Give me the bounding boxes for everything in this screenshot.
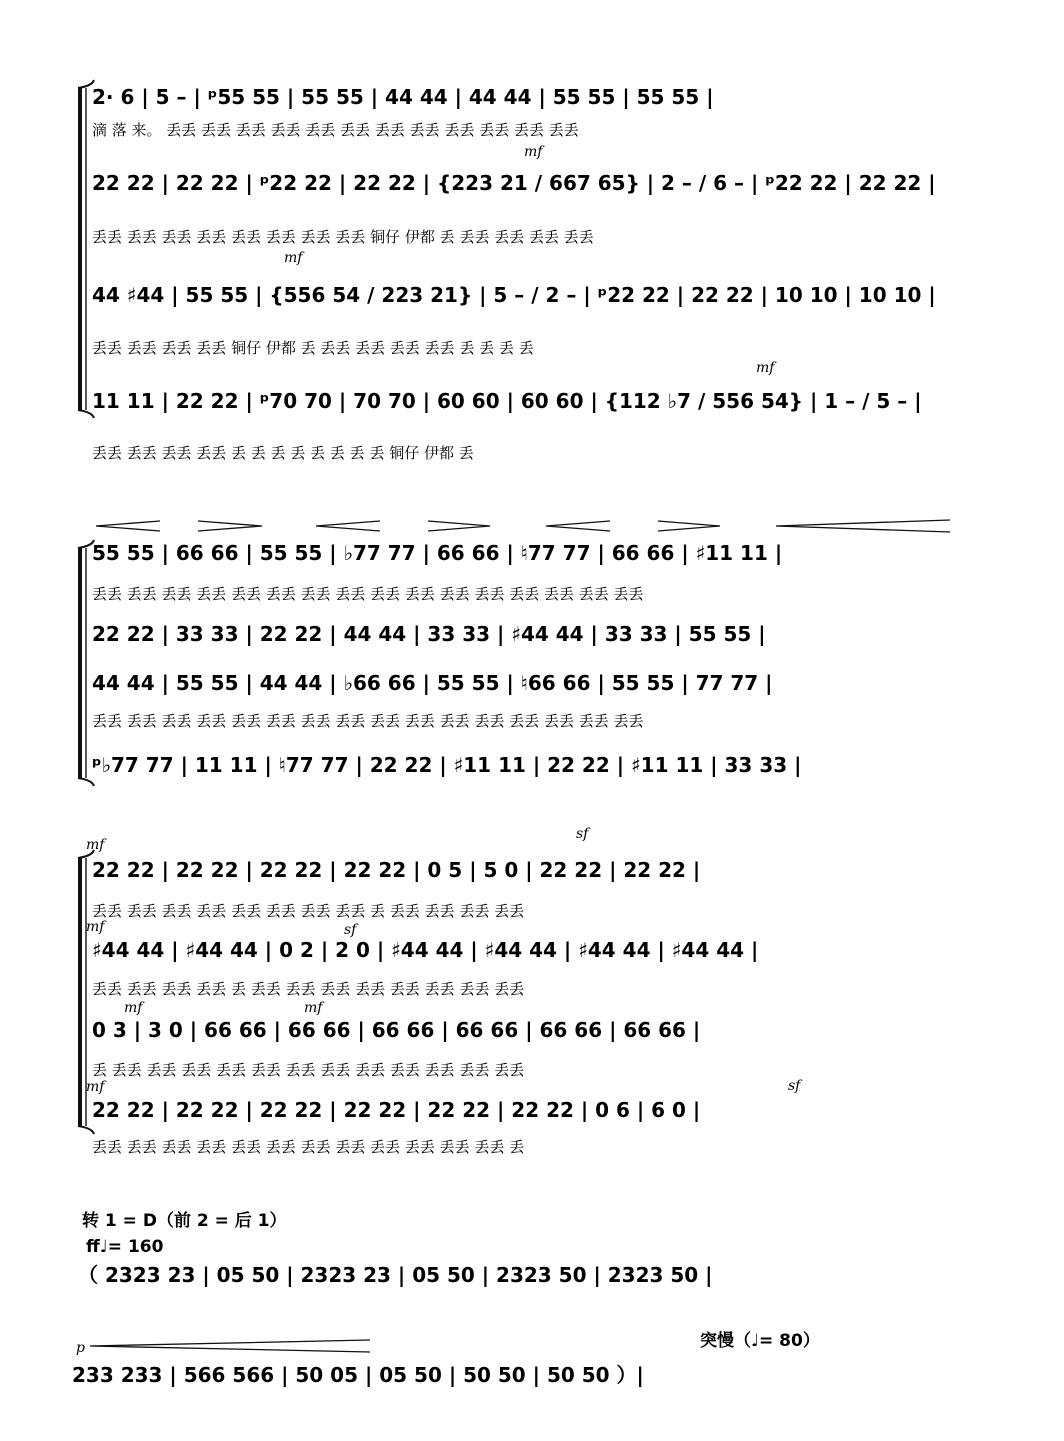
s3-staff-4-notes: 22 22 | 22 22 | 22 22 | 22 22 | 22 22 | 22 22 | 0 6 | 6 0 | (92, 1098, 701, 1122)
system-1 (92, 85, 936, 462)
system-2 (92, 541, 801, 777)
s3-staff-1-lyrics: 丢丢 丢丢 丢丢 丢丢 丢丢 丢丢 丢丢 丢丢 丢 丢丢 丢丢 丢丢 丢丢 (92, 902, 525, 920)
s1-staff-3-notes: 44 ♯44 | 55 55 | {556 54 / 223 21} | 5 – / 2 – | ᵖ22 22 | 22 22 | 10 10 | 10 10 | (92, 283, 936, 307)
dynamic-mf: mf (284, 250, 303, 266)
s2-staff-1-notes: 55 55 | 66 66 | 55 55 | ♭77 77 | 66 66 | ♮77 77 | 66 66 | ♯11 11 | (92, 541, 783, 565)
slow-tempo-marking: 突慢（♩= 80） (700, 1331, 820, 1351)
s1-staff-4-lyrics: 丢丢 丢丢 丢丢 丢丢 丢 丢 丢 丢 丢 丢 丢 丢 铜仔 伊都 丢 (92, 444, 474, 462)
interlude-line-2: 233 233 | 566 566 | 50 05 | 05 50 | 50 50 | 50 50 ）| (72, 1363, 644, 1387)
system-2-bracket (78, 540, 94, 786)
modulation-section (72, 1210, 820, 1387)
s3-staff-2-lyrics: 丢丢 丢丢 丢丢 丢丢 丢 丢丢 丢丢 丢丢 丢丢 丢丢 丢丢 丢丢 丢丢 (92, 980, 525, 998)
s2-staff-2-notes: 22 22 | 33 33 | 22 22 | 44 44 | 33 33 | ♯44 44 | 33 33 | 55 55 | (92, 622, 766, 646)
s3-staff-2-notes: ♯44 44 | ♯44 44 | 0 2 | 2 0 | ♯44 44 | ♯44 44 | ♯44 44 | ♯44 44 | (92, 938, 759, 962)
tempo-marking: ff♩= 160 (86, 1237, 164, 1257)
s1-staff-1-lyrics: 滴 落 来。 丢丢 丢丢 丢丢 丢丢 丢丢 丢丢 丢丢 丢丢 丢丢 丢丢 丢丢 丢丢 (92, 121, 579, 139)
s3-staff-1-notes: 22 22 | 22 22 | 22 22 | 22 22 | 0 5 | 5 0 | 22 22 | 22 22 | (92, 858, 701, 882)
dynamic-mf: mf (756, 360, 775, 376)
dynamic-sf: sf (344, 922, 357, 938)
s3-staff-4-lyrics: 丢丢 丢丢 丢丢 丢丢 丢丢 丢丢 丢丢 丢丢 丢丢 丢丢 丢丢 丢丢 丢 (92, 1138, 525, 1156)
crescendo-hairpin (90, 1340, 370, 1352)
s2-staff-3-lyrics: 丢丢 丢丢 丢丢 丢丢 丢丢 丢丢 丢丢 丢丢 丢丢 丢丢 丢丢 丢丢 丢丢 丢丢 丢丢 丢丢 (92, 712, 644, 730)
s3-staff-3-notes: 0 3 | 3 0 | 66 66 | 66 66 | 66 66 | 66 66 | 66 66 | 66 66 | (92, 1018, 701, 1042)
dynamic-sf: sf (788, 1078, 801, 1094)
system-2-hairpins (96, 520, 950, 532)
s1-staff-2-lyrics: 丢丢 丢丢 丢丢 丢丢 丢丢 丢丢 丢丢 丢丢 铜仔 伊都 丢 丢丢 丢丢 丢丢 丢丢 (92, 228, 594, 246)
dynamic-mf: mf (86, 919, 105, 935)
dynamic-sf: sf (576, 826, 589, 842)
s2-staff-4-notes: ᵖ♭77 77 | 11 11 | ♮77 77 | 22 22 | ♯11 11 | 22 22 | ♯11 11 | 33 33 | (92, 753, 802, 777)
dynamic-mf: mf (524, 144, 543, 160)
s2-staff-1-lyrics: 丢丢 丢丢 丢丢 丢丢 丢丢 丢丢 丢丢 丢丢 丢丢 丢丢 丢丢 丢丢 丢丢 丢丢 丢丢 丢丢 (92, 585, 644, 603)
s2-staff-3-notes: 44 44 | 55 55 | 44 44 | ♭66 66 | 55 55 | ♮66 66 | 55 55 | 77 77 | (92, 671, 773, 695)
s1-staff-1-notes: 2· 6 | 5 – | ᵖ55 55 | 55 55 | 44 44 | 44 44 | 55 55 | 55 55 | (92, 85, 714, 109)
dynamic-p: p (76, 1340, 85, 1356)
dynamic-mf: mf (304, 1000, 323, 1016)
s3-staff-3-lyrics: 丢 丢丢 丢丢 丢丢 丢丢 丢丢 丢丢 丢丢 丢丢 丢丢 丢丢 丢丢 丢丢 (92, 1061, 525, 1079)
dynamic-mf: mf (86, 837, 105, 853)
system-3 (86, 826, 803, 1156)
modulation-label: 转 1 = D（前 2 = 后 1） (82, 1211, 287, 1231)
s1-staff-3-lyrics: 丢丢 丢丢 丢丢 丢丢 铜仔 伊都 丢 丢丢 丢丢 丢丢 丢丢 丢 丢 丢 丢 (92, 339, 534, 357)
dynamic-mf: mf (86, 1079, 105, 1095)
dynamic-mf: mf (124, 1000, 143, 1016)
s1-staff-2-notes: 22 22 | 22 22 | ᵖ22 22 | 22 22 | {223 21 / 667 65} | 2 – / 6 – | ᵖ22 22 | 22 22 | (92, 171, 936, 195)
interlude-line-1: （ 2323 23 | 05 50 | 2323 23 | 05 50 | 2323 50 | 2323 50 | (78, 1263, 713, 1287)
s1-staff-4-notes: 11 11 | 22 22 | ᵖ70 70 | 70 70 | 60 60 | 60 60 | {112 ♭7 / 556 54} | 1 – / 5 – | (92, 389, 922, 413)
